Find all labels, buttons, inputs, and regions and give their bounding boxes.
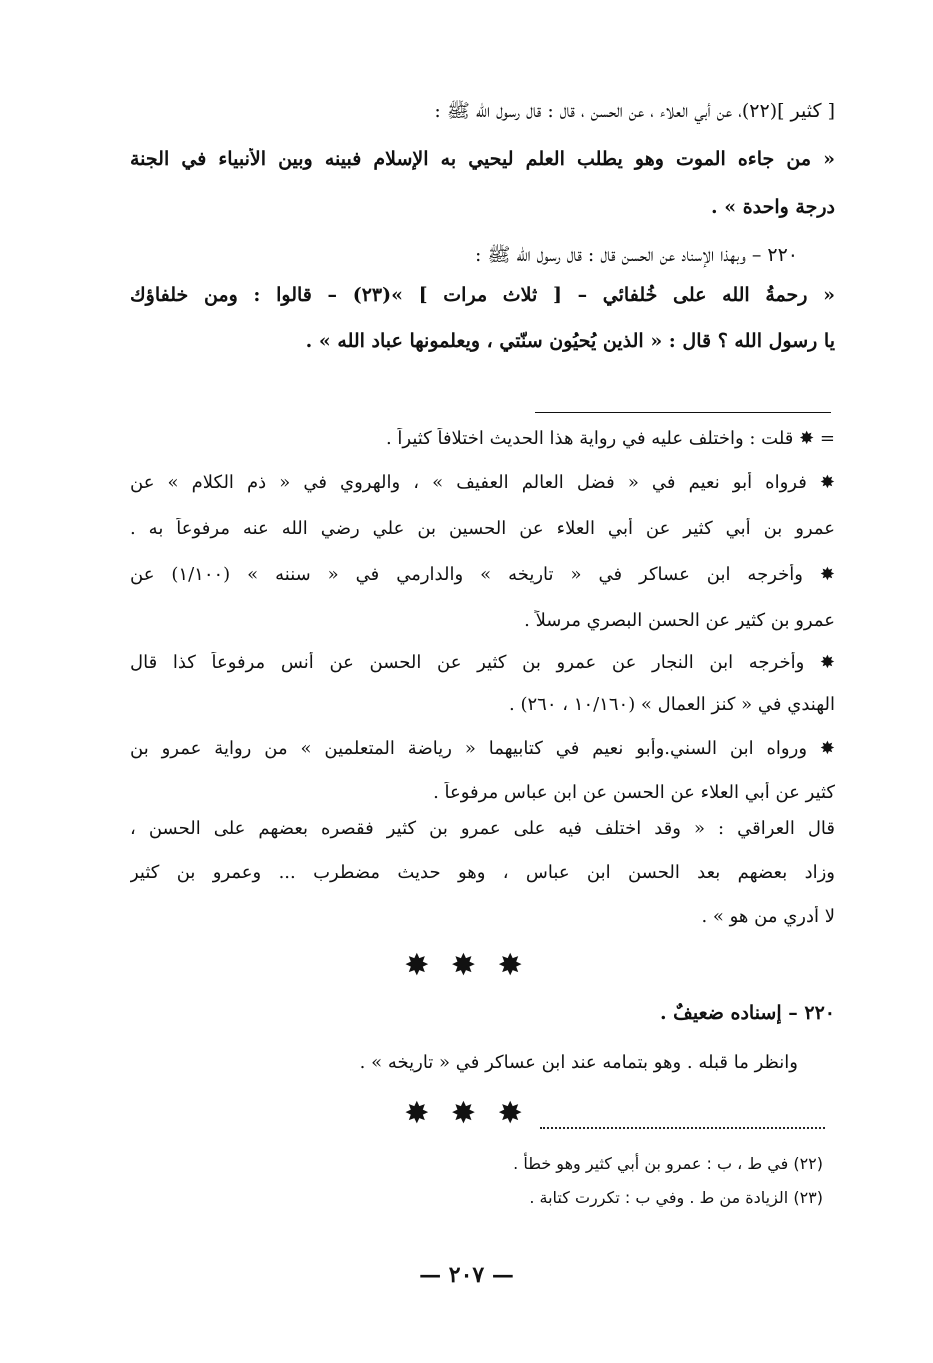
- footnote-divider: [540, 1127, 825, 1129]
- note-line-2: ✸ فرواه أبو نعيم في « فضل العالم العفيف » ، والهروي في « ذم الكلام » عن: [130, 472, 835, 493]
- ruling-title: ٢٢٠ – إسناده ضعيفٌ .: [659, 1002, 835, 1024]
- hadith-220-line-2: « رحمةُ الله على خُلفائي – [ ثلاث مرات ] »(٢٣) – قالوا : ومن خلفاؤك: [130, 284, 835, 306]
- note-line-7: الهندي في « كنز العمال » (١٠/١٦٠ ، ٢٦٠) .: [509, 694, 835, 715]
- note-line-3: عمرو بن أبي كثير عن أبي العلاء عن الحسين بن علي رضي الله عنه مرفوعاً به .: [130, 518, 835, 539]
- footnote-22: (٢٢) في ط ، ب : عمرو بن أبي كثير وهو خطأ .: [513, 1154, 823, 1173]
- hadith-line-1: [ كثير ](٢٢)، عن أبي العلاء ، عن الحسن ، قال : قال رسول الله ﷺ :: [434, 100, 835, 122]
- note-line-5: عمرو بن كثير عن الحسن البصري مرسلاً .: [524, 610, 835, 631]
- note-line-8: ✸ ورواه ابن السني.وأبو نعيم في كتابيهما « رياضة المتعلمين » من رواية عمرو بن: [130, 738, 835, 759]
- hadith-line-2: « من جاءه الموت وهو يطلب العلم ليحيي به الإسلام فبينه وبين الأنبياء في الجنة: [130, 148, 835, 170]
- ruling-body: وانظر ما قبله . وهو بتمامه عند ابن عساكر في « تاريخه » .: [359, 1052, 798, 1073]
- note-line-10: قال العراقي : « وقد اختلف فيه على عمرو بن كثير فقصره بعضهم على الحسن ،: [130, 818, 835, 839]
- footnote-23: (٢٣) الزيادة من ط . وفي ب : تكررت كتابة .: [529, 1188, 823, 1207]
- note-line-12: لا أدري من هو » .: [701, 906, 835, 927]
- section-separator: ✸ ✸ ✸: [404, 948, 529, 983]
- note-line-11: وزاد بعضهم بعد الحسن ابن عباس ، وهو حديث مضطرب ... وعمرو بن كثير: [130, 862, 835, 883]
- note-line-1: = ✸ قلت : واختلف عليه في رواية هذا الحديث اختلافاً كثيراً .: [385, 428, 835, 449]
- note-line-9: كثير عن أبي العلاء عن الحسن عن ابن عباس مرفوعاً .: [433, 782, 835, 803]
- section-separator-2: ✸ ✸ ✸: [404, 1096, 529, 1131]
- hadith-220-line-1: ٢٢٠ – وبهذا الإسناد عن الحسن قال : قال رسول الله ﷺ :: [475, 244, 798, 266]
- hadith-line-3: درجة واحدة » .: [710, 196, 835, 218]
- hadith-220-line-3: يا رسول الله ؟ قال : « الذين يُحيُون سنّتي ، ويعلمونها عباد الله » .: [305, 330, 835, 352]
- note-line-6: ✸ وأخرجه ابن النجار عن عمرو بن كثير عن الحسن عن أنس مرفوعاً كذا قال: [130, 652, 835, 673]
- note-line-4: ✸ وأخرجه ابن عساكر في « تاريخه » والدارمي في « سننه » (١/١٠٠) عن: [130, 564, 835, 585]
- notes-divider: [535, 412, 831, 413]
- page-number: — ٢٠٧ —: [419, 1262, 514, 1288]
